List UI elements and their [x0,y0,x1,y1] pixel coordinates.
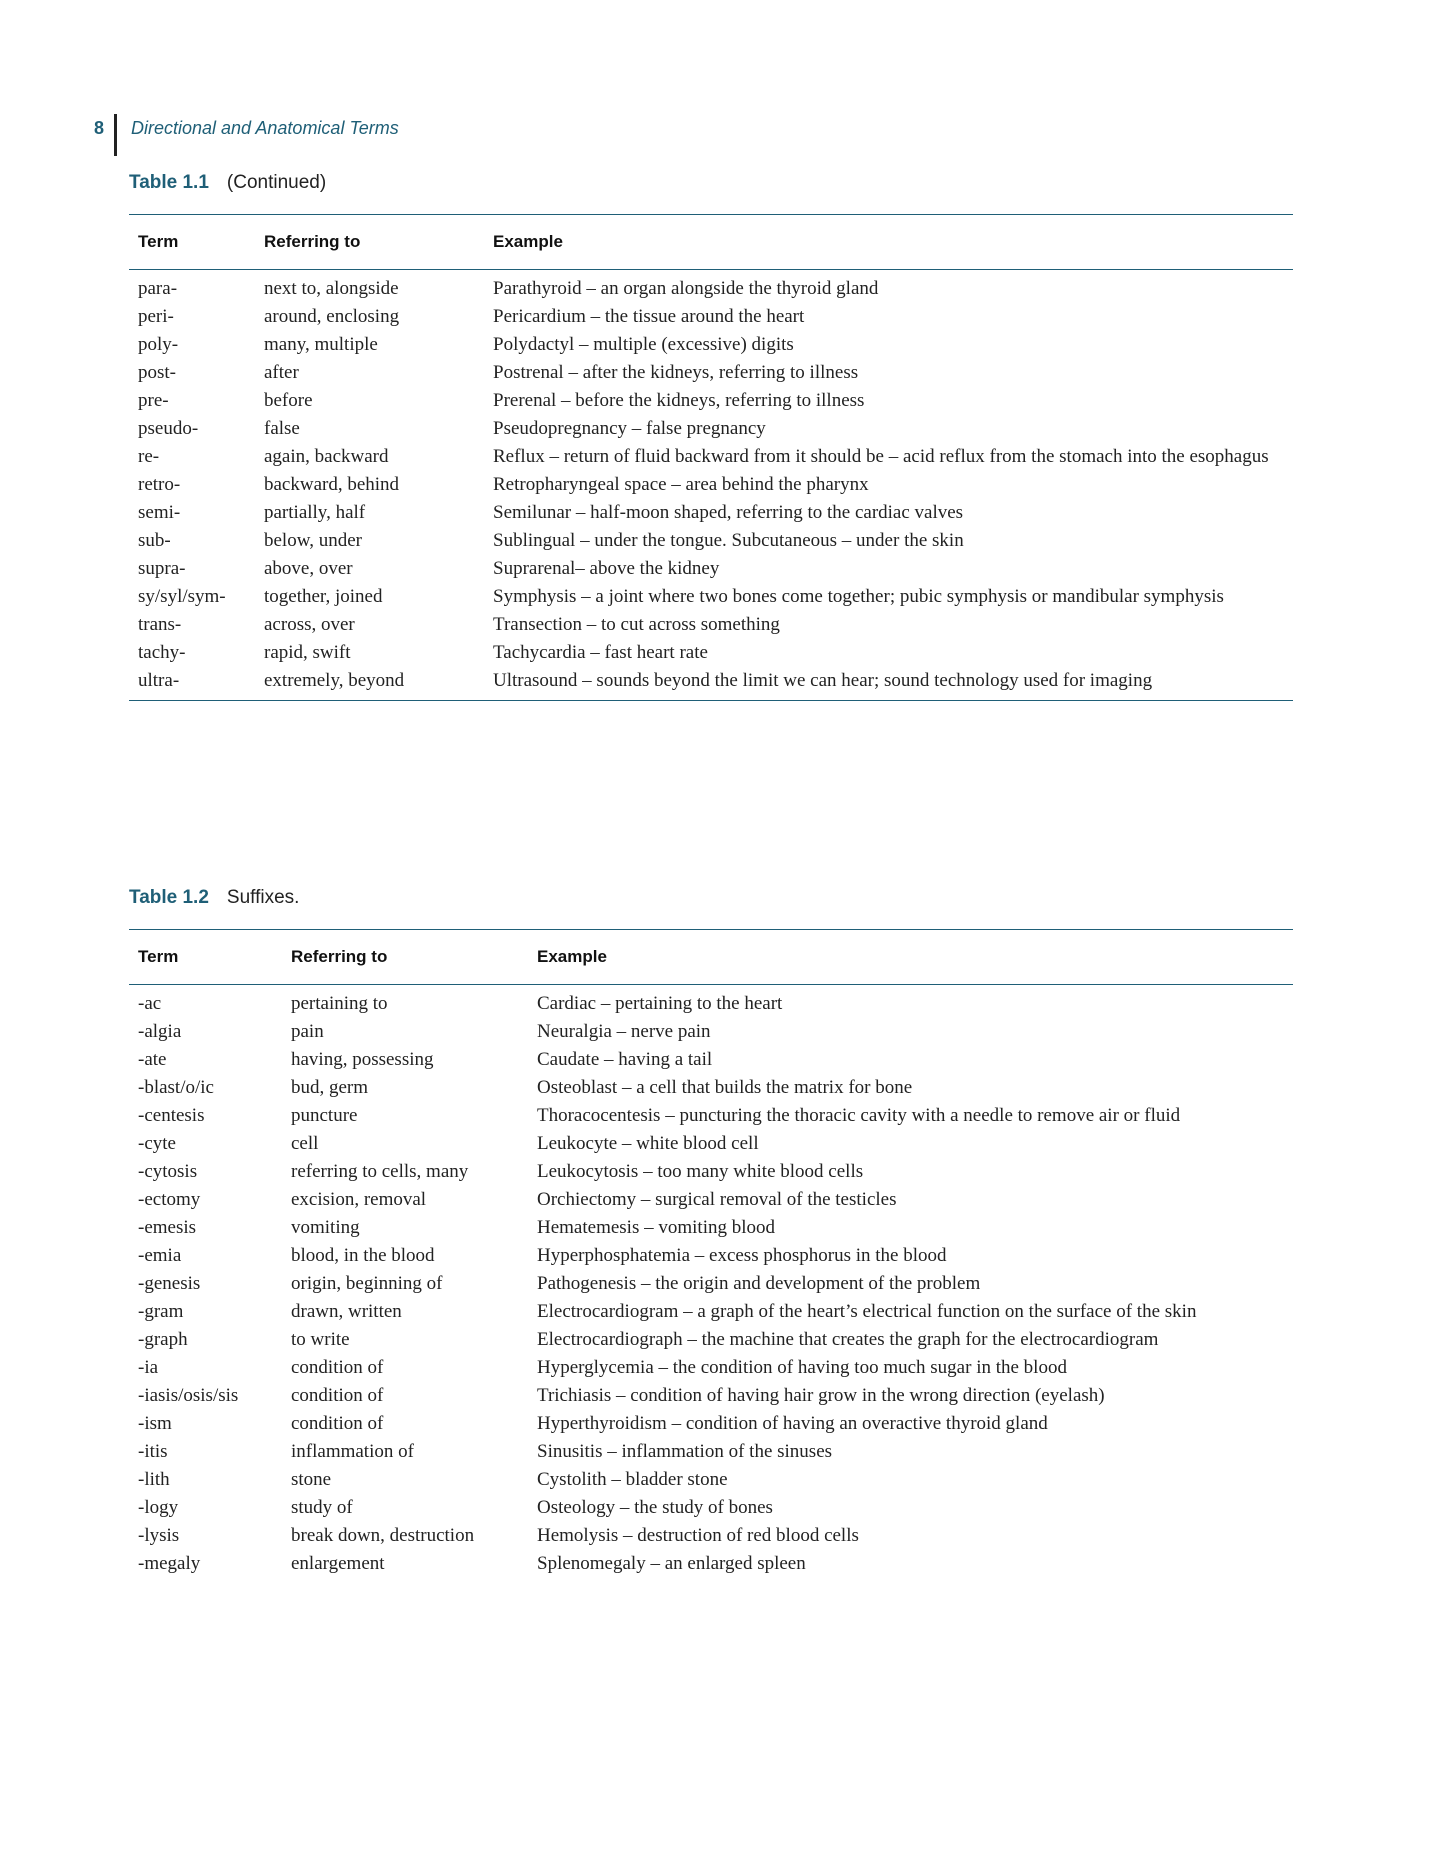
cell-referring-to: above, over [264,558,353,579]
cell-term: post- [138,362,176,383]
cell-referring-to: condition of [291,1385,384,1406]
cell-term: -logy [138,1497,179,1518]
cell-referring-to: stone [291,1469,332,1490]
table-row [129,270,1293,304]
cell-term: semi- [138,502,181,523]
cell-term: trans- [138,614,182,635]
cell-example: Sublingual – under the tongue. Subcutaneous – under the skin [493,530,964,551]
cell-term: -itis [138,1441,168,1462]
cell-referring-to: pertaining to [291,993,388,1014]
cell-term: -emesis [138,1217,197,1238]
cell-referring-to: inflammation of [291,1441,414,1462]
table-row [129,1018,1293,1046]
table-row [129,1074,1293,1102]
cell-referring-to: rapid, swift [264,642,351,663]
cell-example: Symphysis – a joint where two bones come together; pubic symphysis or mandibular symphysis [493,586,1224,607]
cell-referring-to: partially, half [264,502,366,523]
cell-referring-to: study of [291,1497,353,1518]
table-row [129,611,1293,639]
cell-term: pseudo- [138,418,199,439]
cell-example: Sinusitis – inflammation of the sinuses [537,1441,833,1462]
cell-term: -graph [138,1329,188,1350]
table-row [129,1494,1293,1522]
table-row [129,1466,1293,1494]
cell-referring-to: vomiting [291,1217,360,1238]
cell-example: Semilunar – half-moon shaped, referring to the cardiac valves [493,502,964,523]
cell-example: Polydactyl – multiple (excessive) digits [493,334,794,355]
table-row [129,1130,1293,1158]
cell-referring-to: origin, beginning of [291,1273,443,1294]
cell-example: Electrocardiograph – the machine that creates the graph for the electrocardiogram [537,1329,1159,1350]
table-header-row [129,930,1293,985]
table-row [129,1410,1293,1438]
cell-referring-to: pain [291,1021,324,1042]
cell-term: sub- [138,530,171,551]
cell-example: Retropharyngeal space – area behind the pharynx [493,474,869,495]
cell-example: Hematemesis – vomiting blood [537,1217,776,1238]
table-caption [129,885,1293,911]
column-header-term: Term [138,232,179,251]
cell-referring-to: together, joined [264,586,383,607]
table-prefixes [129,214,1293,701]
cell-referring-to: enlargement [291,1553,385,1574]
running-title: Directional and Anatomical Terms [131,118,399,138]
table-caption-text: Suffixes. [226,887,300,908]
cell-term: pre- [138,390,169,411]
table-header-row [129,215,1293,270]
cell-term: re- [138,446,160,467]
table-row [129,985,1293,1019]
cell-term: -lith [138,1469,170,1490]
cell-example: Neuralgia – nerve pain [537,1021,711,1042]
column-header-example: Example [537,947,607,966]
header-divider [114,114,117,156]
cell-example: Parathyroid – an organ alongside the thyroid gland [493,278,879,299]
cell-example: Hyperglycemia – the condition of having too much sugar in the blood [537,1357,1067,1378]
cell-referring-to: drawn, written [291,1301,402,1322]
page-number: 8 [94,118,105,138]
cell-referring-to: referring to cells, many [291,1161,469,1182]
column-header-referring-to: Referring to [264,232,361,251]
table-1-2-block [129,885,1293,1583]
cell-term: retro- [138,474,181,495]
table-row [129,1326,1293,1354]
cell-example: Ultrasound – sounds beyond the limit we can hear; sound technology used for imaging [493,670,1153,691]
table-body [129,985,1293,1584]
cell-example: Thoracocentesis – puncturing the thoracic cavity with a needle to remove air or fluid [537,1105,1181,1126]
cell-example: Hemolysis – destruction of red blood cells [537,1525,859,1546]
cell-term: -ism [138,1413,172,1434]
cell-term: -ia [138,1357,159,1378]
cell-referring-to: extremely, beyond [264,670,405,691]
cell-referring-to: after [264,362,299,383]
cell-referring-to: break down, destruction [291,1525,475,1546]
cell-term: -blast/o/ic [138,1077,214,1098]
table-label: Table 1.2 [129,887,209,908]
cell-example: Splenomegaly – an enlarged spleen [537,1553,806,1574]
table-row [129,583,1293,611]
cell-term: -cytosis [138,1161,198,1182]
table-body [129,270,1293,701]
cell-referring-to: having, possessing [291,1049,434,1070]
cell-referring-to: condition of [291,1413,384,1434]
table-row [129,1186,1293,1214]
cell-term: poly- [138,334,179,355]
cell-referring-to: false [264,418,300,439]
cell-term: -ectomy [138,1189,201,1210]
column-header-example: Example [493,232,563,251]
cell-referring-to: across, over [264,614,355,635]
table-row [129,1522,1293,1550]
cell-term: para- [138,278,178,299]
cell-example: Osteoblast – a cell that builds the matrix for bone [537,1077,913,1098]
column-header-referring-to: Referring to [291,947,388,966]
cell-term: -genesis [138,1273,201,1294]
cell-example: Prerenal – before the kidneys, referring to illness [493,390,865,411]
table-row [129,1298,1293,1326]
cell-referring-to: to write [291,1329,350,1350]
cell-example: Reflux – return of fluid backward from it should be – acid reflux from the stomach into the esophagus [493,446,1269,467]
cell-term: -ate [138,1049,167,1070]
cell-referring-to: condition of [291,1357,384,1378]
cell-term: -ac [138,993,162,1014]
cell-term: -centesis [138,1105,205,1126]
table-row [129,499,1293,527]
cell-example: Hyperthyroidism – condition of having an overactive thyroid gland [537,1413,1048,1434]
cell-referring-to: puncture [291,1105,358,1126]
table-row [129,555,1293,583]
cell-example: Orchiectomy – surgical removal of the testicles [537,1189,897,1210]
table-row [129,1382,1293,1410]
cell-term: ultra- [138,670,180,691]
cell-example: Caudate – having a tail [537,1049,713,1070]
cell-example: Leukocyte – white blood cell [537,1133,759,1154]
cell-example: Cystolith – bladder stone [537,1469,728,1490]
cell-term: -gram [138,1301,184,1322]
table-caption-text: (Continued) [226,172,327,193]
cell-example: Cardiac – pertaining to the heart [537,993,783,1014]
table-row [129,1046,1293,1074]
table-row [129,527,1293,555]
cell-example: Pericardium – the tissue around the heart [493,306,805,327]
cell-term: sy/syl/sym- [138,586,226,607]
cell-referring-to: blood, in the blood [291,1245,435,1266]
table-row [129,303,1293,331]
cell-example: Suprarenal– above the kidney [493,558,720,579]
cell-referring-to: below, under [264,530,362,551]
cell-referring-to: excision, removal [291,1189,427,1210]
table-row [129,639,1293,667]
cell-referring-to: next to, alongside [264,278,399,299]
table-label: Table 1.1 [129,172,209,193]
table-row [129,1158,1293,1186]
cell-referring-to: backward, behind [264,474,400,495]
table-row [129,387,1293,415]
cell-example: Postrenal – after the kidneys, referring to illness [493,362,859,383]
cell-term: peri- [138,306,174,327]
cell-example: Electrocardiogram – a graph of the heart’s electrical function on the surface of the skin [537,1301,1197,1322]
page-header [94,114,399,156]
table-row [129,1214,1293,1242]
cell-term: -emia [138,1245,182,1266]
cell-example: Tachycardia – fast heart rate [493,642,708,663]
column-header-term: Term [138,947,179,966]
table-row [129,1438,1293,1466]
table-row [129,415,1293,443]
table-row [129,471,1293,499]
table-row [129,443,1293,471]
cell-term: -iasis/osis/sis [138,1385,239,1406]
table-row [129,1102,1293,1130]
table-row [129,1270,1293,1298]
cell-term: -cyte [138,1133,176,1154]
table-row [129,359,1293,387]
cell-term: -lysis [138,1525,180,1546]
table-row [129,1242,1293,1270]
table-caption [129,170,1293,196]
cell-term: -algia [138,1021,182,1042]
table-row [129,1550,1293,1583]
cell-example: Osteology – the study of bones [537,1497,773,1518]
cell-referring-to: before [264,390,313,411]
table-row [129,667,1293,701]
cell-example: Pathogenesis – the origin and development of the problem [537,1273,981,1294]
cell-referring-to: again, backward [264,446,389,467]
cell-example: Trichiasis – condition of having hair grow in the wrong direction (eyelash) [537,1385,1105,1406]
table-suffixes [129,929,1293,1583]
cell-example: Transection – to cut across something [493,614,780,635]
cell-referring-to: cell [291,1133,319,1154]
table-row [129,1354,1293,1382]
cell-term: -megaly [138,1553,201,1574]
cell-term: supra- [138,558,186,579]
cell-example: Leukocytosis – too many white blood cells [537,1161,864,1182]
cell-referring-to: bud, germ [291,1077,369,1098]
table-row [129,331,1293,359]
cell-example: Pseudopregnancy – false pregnancy [493,418,766,439]
cell-referring-to: many, multiple [264,334,378,355]
cell-referring-to: around, enclosing [264,306,400,327]
table-1-1-block [129,170,1293,701]
cell-example: Hyperphosphatemia – excess phosphorus in the blood [537,1245,947,1266]
cell-term: tachy- [138,642,186,663]
